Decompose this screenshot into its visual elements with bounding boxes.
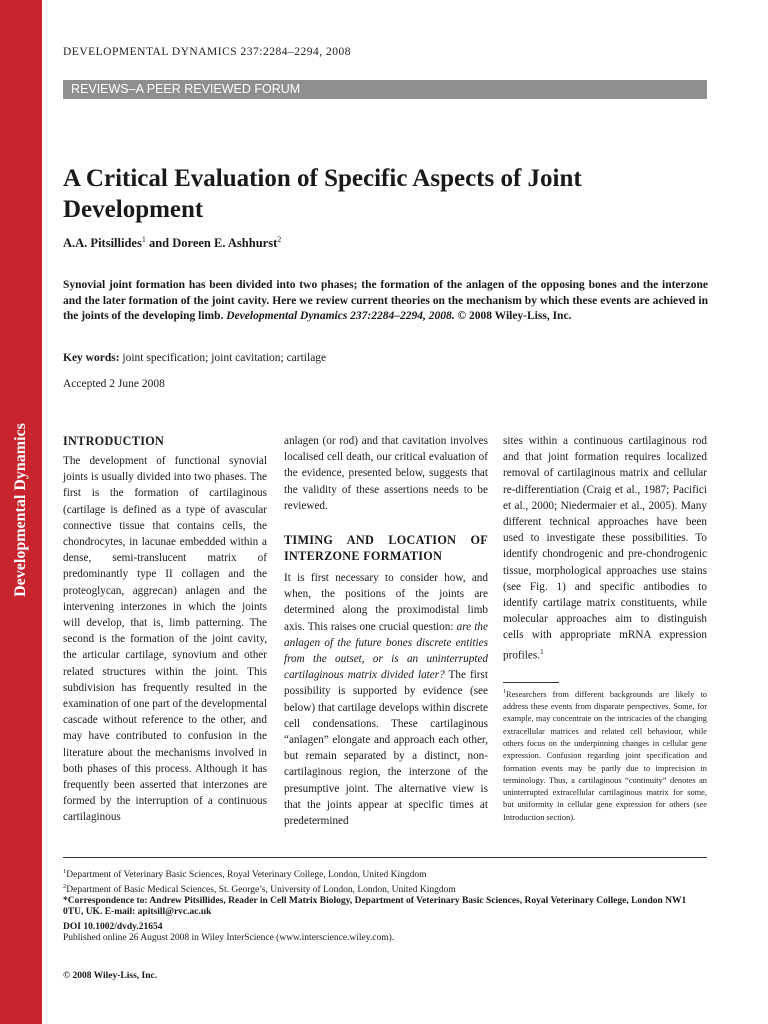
affiliation-divider xyxy=(63,857,707,858)
body-paragraph xyxy=(503,433,707,664)
affiliation-marker: 1 xyxy=(63,868,67,875)
body-column-2 xyxy=(284,433,488,829)
body-paragraph: The development of functional synovial joints is usually divided into two phases. The first is the formation of cartilaginous (cartilage is defined as a type of avascular connective tissue that contains cells, the chondrocytes, in lacunae embedded within a dense, semi-translucent matrix of predominantly type II collagen and the proteoglycan, aggrecan) anlagen and the intervening interzones in which the joints will develop, that is, limb patterning. The second is the formation of the joint cavity, the articular cartilage, synovium and other related structures within the joint. This subdivision has frequently resulted in the examination of one part of the developmental cascade without reference to the other, and may have contributed to confusion in the literature about the mechanisms involved in both phases of this process. Although it has frequently been asserted that interzones are formed by the interruption of a continuous cartilaginous xyxy=(63,455,267,824)
page-copyright: © 2008 Wiley-Liss, Inc. xyxy=(63,971,158,981)
journal-header-line: DEVELOPMENTAL DYNAMICS 237:2284–2294, 2008 xyxy=(63,46,351,58)
correspondence: *Correspondence to: Andrew Pitsillides, Reader in Cell Matrix Biology, Department of Veterinary Basic Sciences, Royal Veterinary College, London NW1 0TU, UK. E-mail: apitsill@rvc.ac.uk xyxy=(63,896,687,918)
section-heading-introduction: INTRODUCTION xyxy=(63,434,165,448)
accepted-date: Accepted 2 June 2008 xyxy=(63,378,165,390)
body-paragraph: anlagen (or rod) and that cavitation involves localised cell death, our critical evaluation of the evidence, presented below, suggests that the validity of these assertions needs to be reviewed. xyxy=(284,435,488,512)
doi: DOI 10.1002/dvdy.21654 xyxy=(63,922,163,933)
footnote-marker: 1 xyxy=(503,689,506,695)
author-name: A.A. Pitsillides xyxy=(63,236,142,251)
body-column-3 xyxy=(503,433,707,664)
publication-info: Published online 26 August 2008 in Wiley InterScience (www.interscience.wiley.com). xyxy=(63,933,395,944)
body-text: The first possibility is supported by evidence (see below) that cartilage develops within discrete cell condensations. These cartilaginous “anlagen” elongate and approach each other, but remain separated by a distinct, non-cartilaginous region, the interzone of the presumptive joint. The alternative view is that the joints appear at specific times at predetermined xyxy=(284,669,488,828)
affiliation-marker: 2 xyxy=(277,235,282,244)
body-text: It is first necessary to consider how, and when, the positions of the joints are determined along the proximodistal limb axis. This raises one crucial question: xyxy=(284,572,488,633)
keywords-list: joint specification; joint cavitation; cartilage xyxy=(119,352,327,364)
footnote-text: Researchers from different backgrounds are likely to address these events from disparate perspectives. Some, for example, may concentrate on the intricacies of the changing extracellular matrices and related cell behaviour, while others focus on the underpinning changes in cellular gene expression. Confusion regarding joint specification and formation events may be partly due to imprecision in terminology. Thus, a cartilaginous “continuity” denotes an uninterrupted extracellular cartilaginous matrix for some, but uniformity in cellular gene expression for others (see Introduction section). xyxy=(503,689,707,822)
abstract-text: Synovial joint formation has been divided into two phases; the formation of the anlagen of the opposing bones and the interzone and the later formation of the joint cavity. Here we review current theories on the mechanism by which these events are achieved in the joints of the developing limb. xyxy=(63,279,708,322)
footnote xyxy=(503,686,707,824)
author-list xyxy=(63,235,281,251)
footnote-reference: 1 xyxy=(539,646,544,656)
abstract-citation: Developmental Dynamics 237:2284–2294, 2008. xyxy=(226,310,455,322)
section-heading-timing: TIMING AND LOCATION OF INTERZONE FORMATION xyxy=(284,533,488,564)
section-banner: REVIEWS–A PEER REVIEWED FORUM xyxy=(63,80,707,99)
affiliation-2: $^2$Department of Basic Medical Sciences, St. George’s, University of London, London, United Kingdom xyxy=(63,883,456,896)
author-name: Doreen E. Ashhurst xyxy=(172,236,278,251)
footnote-divider xyxy=(503,682,559,683)
body-text-italic: are the anlagen of the future bones discrete entities from the outset, or is an uninterrupted cartilaginous matrix divided later? xyxy=(284,620,488,682)
body-paragraph xyxy=(284,570,488,829)
body-text: sites within a continuous cartilaginous rod and that joint formation requires localized removal of cartilaginous matrix and cellular re-differentiation (Craig et al., 1987; Pacifici et al., 2000; Niedermaier et al., 2005). Many different technical approaches have been used to investigate these possibilities. To identify chondrogenic and pre-chondrogenic tissue, morphological approaches use stains (see Fig. 1) and specific antibodies to identify cartilage matrix constituents, while molecular approaches aim to distinguish cells with appropriate mRNA expression profiles. xyxy=(503,435,707,662)
keywords xyxy=(63,352,326,364)
body-column-1 xyxy=(63,433,267,826)
affiliation-marker: 2 xyxy=(63,883,67,891)
abstract xyxy=(63,278,708,325)
sidebar-journal-name: Developmental Dynamics xyxy=(12,423,30,597)
article-title: A Critical Evaluation of Specific Aspects of Joint Development xyxy=(63,165,582,223)
keywords-label: Key words: xyxy=(63,352,120,364)
affiliation-1: $^1$Department of Veterinary Basic Sciences, Royal Veterinary College, London, United Kingdom xyxy=(63,868,427,881)
author-conjunction: and xyxy=(145,236,173,251)
journal-sidebar xyxy=(0,0,42,1024)
affiliations xyxy=(63,866,708,944)
abstract-copyright: © 2008 Wiley-Liss, Inc. xyxy=(454,310,572,322)
affiliation-marker: 1 xyxy=(141,235,146,244)
